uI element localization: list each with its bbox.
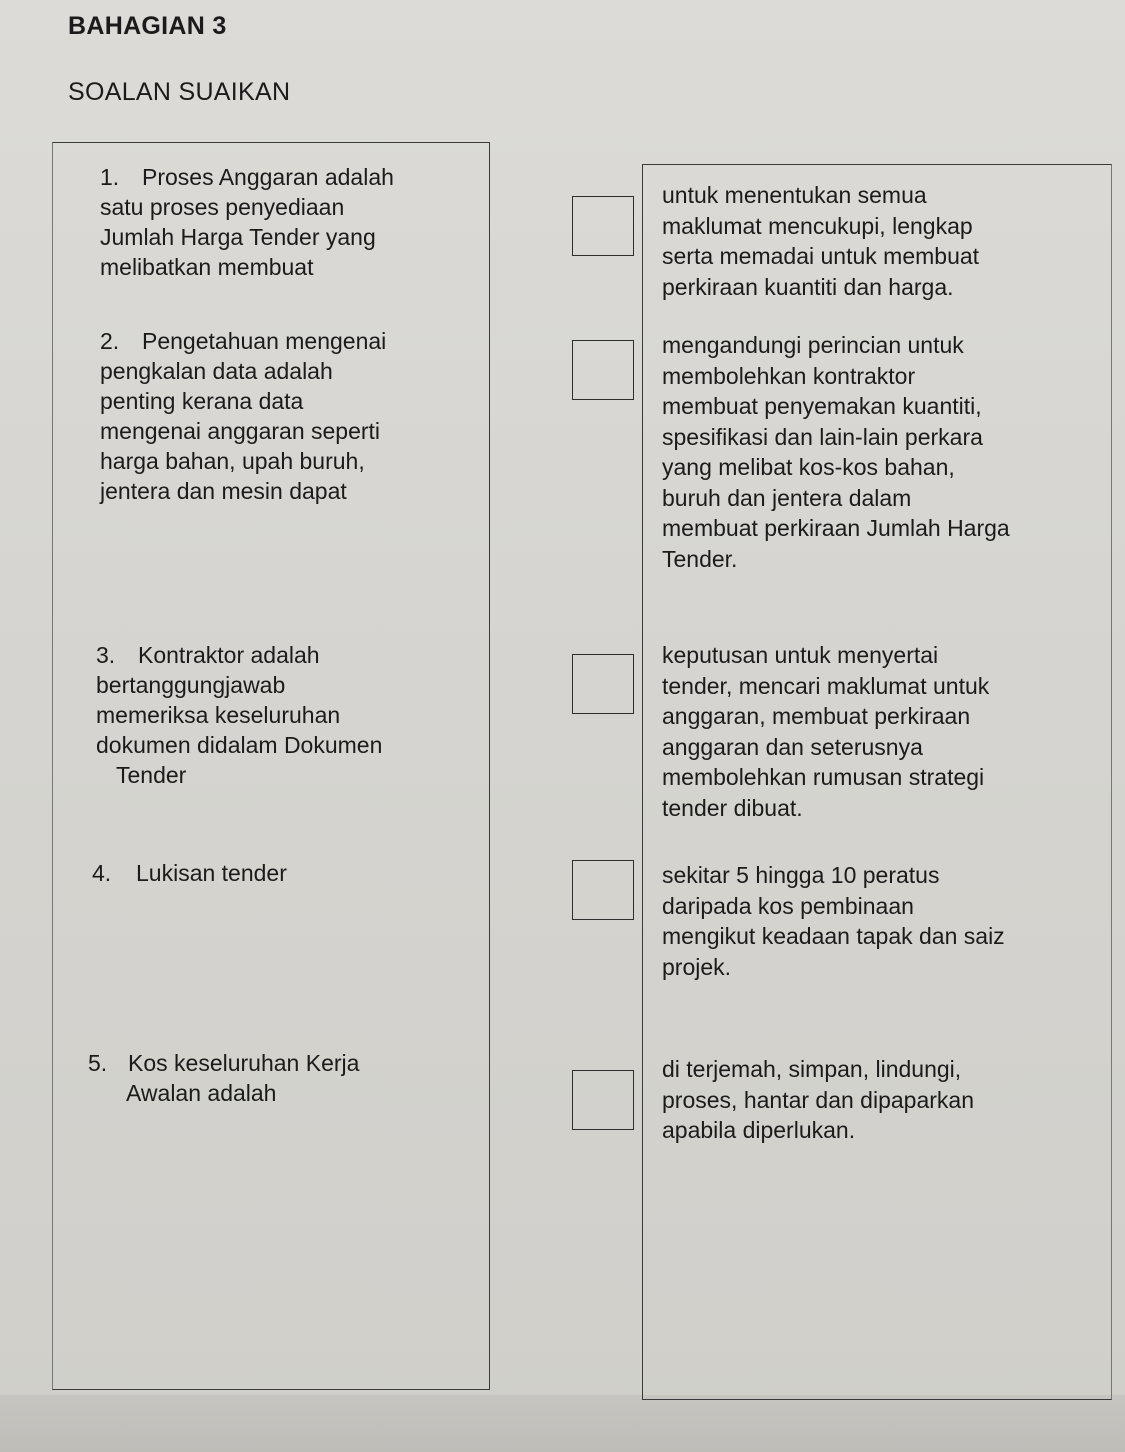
answer-line: proses, hantar dan dipaparkan bbox=[662, 1086, 974, 1113]
answer-line: untuk menentukan semua bbox=[662, 182, 927, 208]
question-line: Pengetahuan mengenai bbox=[142, 328, 387, 354]
answer-line: maklumat mencukupi, lengkap bbox=[662, 212, 973, 239]
question-1 bbox=[100, 162, 394, 282]
answer-line: Tender. bbox=[662, 545, 738, 572]
answer-box-4[interactable] bbox=[572, 860, 634, 920]
answer-line: mengikut keadaan tapak dan saiz bbox=[662, 923, 1005, 949]
answer-line: mengandungi perincian untuk bbox=[662, 332, 964, 358]
answer-line: membuat penyemakan kuantiti, bbox=[662, 393, 982, 419]
question-5 bbox=[88, 1048, 359, 1108]
question-line: Jumlah Harga Tender yang bbox=[100, 224, 376, 250]
question-line: Kos keseluruhan Kerja bbox=[128, 1050, 360, 1076]
answer-line: daripada kos pembinaan bbox=[662, 892, 914, 919]
question-line: jentera dan mesin dapat bbox=[100, 478, 347, 504]
question-line: Kontraktor adalah bbox=[138, 642, 320, 668]
question-number: 2. bbox=[100, 328, 120, 354]
answer-box-3[interactable] bbox=[572, 654, 634, 714]
answer-line: apabila diperlukan. bbox=[662, 1117, 856, 1143]
answer-line: buruh dan jentera dalam bbox=[662, 484, 912, 511]
question-line: memeriksa keseluruhan bbox=[96, 702, 341, 728]
question-line: melibatkan membuat bbox=[100, 254, 314, 280]
answer-line: keputusan untuk menyertai bbox=[662, 642, 939, 668]
question-number: 1. bbox=[100, 164, 120, 190]
question-line: penting kerana data bbox=[100, 388, 304, 414]
question-3 bbox=[96, 640, 382, 790]
answer-option-1 bbox=[662, 180, 1102, 302]
answer-line: tender dibuat. bbox=[662, 794, 803, 821]
answer-line: perkiraan kuantiti dan harga. bbox=[662, 273, 954, 300]
answer-box-2[interactable] bbox=[572, 340, 634, 400]
question-line: Tender bbox=[116, 762, 187, 788]
answer-line: membuat perkiraan Jumlah Harga bbox=[662, 515, 1010, 541]
answer-line: anggaran, membuat perkiraan bbox=[662, 703, 971, 729]
answer-option-4 bbox=[662, 860, 1102, 982]
question-number: 5. bbox=[88, 1050, 108, 1076]
question-line: harga bahan, upah buruh, bbox=[100, 448, 365, 474]
answer-line: projek. bbox=[662, 953, 732, 980]
section-subtitle: SOALAN SUAIKAN bbox=[68, 78, 291, 106]
answer-line: anggaran dan seterusnya bbox=[662, 733, 923, 760]
answer-line: membolehkan rumusan strategi bbox=[662, 764, 985, 790]
answer-line: spesifikasi dan lain-lain perkara bbox=[662, 423, 983, 450]
answer-line: di terjemah, simpan, lindungi, bbox=[662, 1056, 962, 1082]
question-line: bertanggungjawab bbox=[96, 672, 286, 698]
answer-option-2 bbox=[662, 330, 1102, 574]
answer-line: membolehkan kontraktor bbox=[662, 362, 916, 389]
answer-line: tender, mencari maklumat untuk bbox=[662, 672, 990, 699]
answer-line: serta memadai untuk membuat bbox=[662, 243, 980, 269]
paper-bottom-edge bbox=[0, 1395, 1125, 1452]
answer-line: sekitar 5 hingga 10 peratus bbox=[662, 862, 940, 888]
question-2 bbox=[100, 326, 386, 506]
question-4 bbox=[92, 858, 287, 888]
answer-option-5 bbox=[662, 1054, 1102, 1146]
answer-box-5[interactable] bbox=[572, 1070, 634, 1130]
question-number: 3. bbox=[96, 642, 116, 668]
question-line: Awalan adalah bbox=[126, 1080, 277, 1106]
question-line: Lukisan tender bbox=[136, 860, 287, 886]
answer-option-3 bbox=[662, 640, 1102, 823]
answer-line: yang melibat kos-kos bahan, bbox=[662, 454, 955, 480]
section-title: BAHAGIAN 3 bbox=[68, 12, 227, 40]
answer-box-1[interactable] bbox=[572, 196, 634, 256]
question-line: mengenai anggaran seperti bbox=[100, 418, 381, 444]
question-line: satu proses penyediaan bbox=[100, 194, 345, 220]
question-number: 4. bbox=[92, 860, 112, 886]
question-line: pengkalan data adalah bbox=[100, 358, 333, 384]
question-line: Proses Anggaran adalah bbox=[142, 164, 394, 190]
question-line: dokumen didalam Dokumen bbox=[96, 732, 383, 758]
